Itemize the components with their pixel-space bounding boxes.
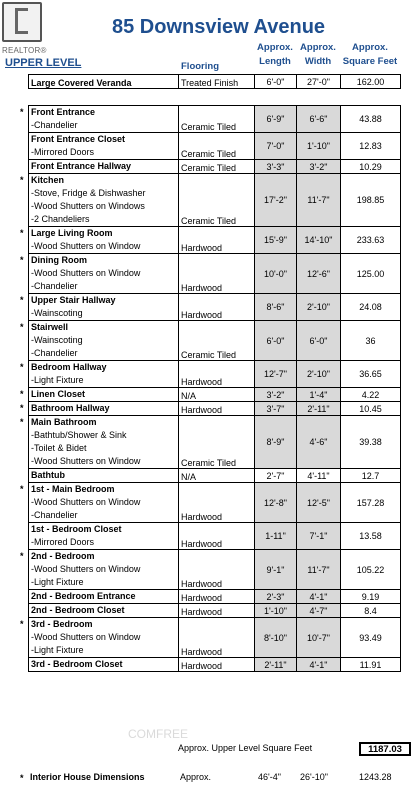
room-sqft: 8.4	[341, 604, 401, 618]
room-name: Large Living Room	[31, 228, 113, 238]
room-feature: -Wainscoting	[31, 335, 83, 345]
room-flooring: Hardwood	[179, 227, 255, 254]
star-marker: *	[20, 295, 24, 305]
star-marker: *	[20, 389, 24, 399]
table-row	[29, 469, 401, 483]
length-header	[254, 41, 296, 69]
room-name: Large Covered Veranda	[29, 75, 179, 89]
table-row	[29, 523, 401, 550]
room-name: 3rd - Bedroom Closet	[31, 659, 123, 669]
room-feature: -Mirrored Doors	[31, 537, 95, 547]
room-width: 2'-11"	[297, 402, 341, 416]
room-name-cell	[29, 658, 179, 672]
room-name-cell	[29, 160, 179, 174]
room-feature: -Toilet & Bidet	[31, 443, 87, 453]
interior-dimensions-row	[28, 771, 414, 785]
total-value: 1187.03	[359, 742, 411, 756]
star-marker: *	[20, 417, 24, 427]
realtor-r-icon	[2, 2, 42, 42]
spacer-row	[29, 89, 401, 98]
interior-sqft: 1243.28	[359, 772, 392, 782]
room-sqft: 10.45	[341, 402, 401, 416]
table-row	[29, 160, 401, 174]
room-name: Bathtub	[31, 470, 65, 480]
interior-width: 26'-10"	[300, 772, 328, 782]
room-width: 27'-0"	[297, 75, 341, 89]
room-width: 7'-1"	[297, 523, 341, 550]
room-flooring: Ceramic Tiled	[179, 321, 255, 361]
interior-length: 46'-4"	[258, 772, 281, 782]
table-row	[29, 227, 401, 254]
room-length: 3'-2"	[255, 388, 297, 402]
room-length: 2'-3"	[255, 590, 297, 604]
room-name-cell	[29, 227, 179, 254]
room-name-cell	[29, 469, 179, 483]
room-name-cell	[29, 174, 179, 227]
room-feature: -Chandelier	[31, 281, 78, 291]
room-feature: -Stove, Fridge & Dishwasher	[31, 188, 146, 198]
star-marker: *	[20, 362, 24, 372]
room-length: 9'-1"	[255, 550, 297, 590]
room-length: 6'-0"	[255, 321, 297, 361]
room-sqft: 36.65	[341, 361, 401, 388]
star-marker: *	[20, 484, 24, 494]
room-length: 8'-6"	[255, 294, 297, 321]
star-marker: *	[20, 228, 24, 238]
room-flooring: Hardwood	[179, 483, 255, 523]
room-feature: -Wainscoting	[31, 308, 83, 318]
room-width: 12'-6"	[297, 254, 341, 294]
room-sqft: 125.00	[341, 254, 401, 294]
room-flooring: Hardwood	[179, 361, 255, 388]
room-feature: -Wood Shutters on Window	[31, 497, 141, 507]
table-row	[29, 483, 401, 523]
room-name-cell	[29, 133, 179, 160]
room-sqft: 4.22	[341, 388, 401, 402]
total-label: Approx. Upper Level Square Feet	[178, 743, 313, 753]
room-flooring: Ceramic Tiled	[179, 160, 255, 174]
room-name-cell	[29, 618, 179, 658]
room-name-cell	[29, 523, 179, 550]
room-name: Dining Room	[31, 255, 87, 265]
width-header-line1: Approx.	[300, 42, 336, 53]
room-length: 7'-0"	[255, 133, 297, 160]
room-width: 4'-1"	[297, 658, 341, 672]
length-header-line1: Approx.	[257, 42, 293, 53]
room-flooring: N/A	[179, 469, 255, 483]
room-length: 3'-7"	[255, 402, 297, 416]
room-sqft: 9.19	[341, 590, 401, 604]
room-width: 2'-10"	[297, 294, 341, 321]
room-feature: -Wood Shutters on Window	[31, 456, 141, 466]
room-feature: -Wood Shutters on Window	[31, 268, 141, 278]
room-length: 2'-11"	[255, 658, 297, 672]
room-flooring: Hardwood	[179, 590, 255, 604]
table-row	[29, 133, 401, 160]
room-flooring: Hardwood	[179, 523, 255, 550]
room-feature: -Wood Shutters on Window	[31, 564, 141, 574]
room-feature: -Bathtub/Shower & Sink	[31, 430, 127, 440]
room-sqft: 162.00	[341, 75, 401, 89]
room-sqft: 11.91	[341, 658, 401, 672]
table-row	[29, 402, 401, 416]
room-width: 4'-11"	[297, 469, 341, 483]
room-feature: -Chandelier	[31, 120, 78, 130]
star-marker: *	[20, 175, 24, 185]
star-marker: *	[20, 773, 24, 783]
room-sqft: 157.28	[341, 483, 401, 523]
room-width: 10'-7"	[297, 618, 341, 658]
spacer-cell	[29, 97, 401, 106]
table-row	[29, 590, 401, 604]
room-length: 1'-10"	[255, 604, 297, 618]
rooms-table	[28, 74, 401, 672]
room-sqft: 233.63	[341, 227, 401, 254]
room-width: 1'-4"	[297, 388, 341, 402]
room-sqft: 12.83	[341, 133, 401, 160]
room-name: Upper Stair Hallway	[31, 295, 116, 305]
room-feature: -Mirrored Doors	[31, 147, 95, 157]
star-marker: *	[20, 403, 24, 413]
room-name: 2nd - Bedroom	[31, 551, 95, 561]
room-feature: -Light Fixture	[31, 375, 84, 385]
table-row	[29, 618, 401, 658]
room-feature: -Chandelier	[31, 510, 78, 520]
room-width: 14'-10"	[297, 227, 341, 254]
room-name: Front Entrance	[31, 107, 96, 117]
sqft-header-line1: Approx.	[352, 42, 388, 53]
table-row	[29, 550, 401, 590]
room-width: 6'-6"	[297, 106, 341, 133]
table-row	[29, 388, 401, 402]
section-title: UPPER LEVEL	[5, 57, 82, 69]
star-marker: *	[20, 255, 24, 265]
room-width: 6'-0"	[297, 321, 341, 361]
room-name: 1st - Main Bedroom	[31, 484, 115, 494]
room-name-cell	[29, 321, 179, 361]
room-length: 1-11"	[255, 523, 297, 550]
room-name: Bedroom Hallway	[31, 362, 107, 372]
room-name: Linen Closet	[31, 389, 86, 399]
room-name-cell	[29, 483, 179, 523]
room-feature: -2 Chandeliers	[31, 214, 90, 224]
room-sqft: 43.88	[341, 106, 401, 133]
room-flooring: Ceramic Tiled	[179, 174, 255, 227]
room-flooring: Hardwood	[179, 550, 255, 590]
room-name: Stairwell	[31, 322, 69, 332]
table-row	[29, 174, 401, 227]
table-row	[29, 106, 401, 133]
room-length: 17'-2"	[255, 174, 297, 227]
sqft-header	[340, 41, 400, 69]
room-name: 2nd - Bedroom Closet	[31, 605, 125, 615]
room-width: 12'-5"	[297, 483, 341, 523]
room-length: 6'-0"	[255, 75, 297, 89]
room-flooring: Hardwood	[179, 294, 255, 321]
table-row	[29, 321, 401, 361]
room-sqft: 13.58	[341, 523, 401, 550]
room-name-cell	[29, 416, 179, 469]
room-width: 2'-10"	[297, 361, 341, 388]
room-sqft: 10.29	[341, 160, 401, 174]
room-name-cell	[29, 590, 179, 604]
interior-label: Interior House Dimensions	[30, 772, 145, 782]
room-width: 4'-1"	[297, 590, 341, 604]
table-row	[29, 294, 401, 321]
table-row	[29, 604, 401, 618]
room-length: 6'-9"	[255, 106, 297, 133]
room-feature: -Wood Shutters on Windows	[31, 201, 145, 211]
room-feature: -Chandelier	[31, 348, 78, 358]
interior-note: Approx.	[180, 772, 212, 782]
table-row	[29, 658, 401, 672]
star-marker: *	[20, 619, 24, 629]
room-name: Bathroom Hallway	[31, 403, 110, 413]
room-name: 3rd - Bedroom	[31, 619, 93, 629]
room-flooring: Ceramic Tiled	[179, 416, 255, 469]
room-name-cell	[29, 604, 179, 618]
table-row	[29, 361, 401, 388]
room-sqft: 12.7	[341, 469, 401, 483]
room-name: Front Entrance Hallway	[31, 161, 132, 171]
room-length: 2'-7"	[255, 469, 297, 483]
room-name-cell	[29, 294, 179, 321]
table-row	[29, 254, 401, 294]
room-width: 3'-2"	[297, 160, 341, 174]
room-sqft: 36	[341, 321, 401, 361]
table-row	[29, 75, 401, 89]
room-sqft: 39.38	[341, 416, 401, 469]
spacer-cell	[29, 89, 401, 98]
room-feature: -Wood Shutters on Window	[31, 632, 141, 642]
room-name-cell	[29, 388, 179, 402]
room-length: 12'-7"	[255, 361, 297, 388]
room-feature: -Light Fixture	[31, 645, 84, 655]
room-length: 8'-9"	[255, 416, 297, 469]
room-sqft: 105.22	[341, 550, 401, 590]
room-width: 11'-7"	[297, 174, 341, 227]
star-marker: *	[20, 551, 24, 561]
room-flooring: Ceramic Tiled	[179, 133, 255, 160]
room-feature: -Wood Shutters on Window	[31, 241, 141, 251]
room-name-cell	[29, 254, 179, 294]
room-name: Main Bathroom	[31, 417, 97, 427]
spacer-row	[29, 97, 401, 106]
width-header-line2: Width	[304, 56, 332, 67]
room-name: Front Entrance Closet	[31, 134, 126, 144]
room-flooring: Ceramic Tiled	[179, 106, 255, 133]
room-flooring: Hardwood	[179, 618, 255, 658]
room-sqft: 93.49	[341, 618, 401, 658]
room-name-cell	[29, 550, 179, 590]
room-sqft: 198.85	[341, 174, 401, 227]
length-header-line2: Length	[259, 56, 291, 67]
sqft-header-line2: Square Feet	[342, 56, 398, 67]
room-flooring: Hardwood	[179, 658, 255, 672]
room-feature: -Light Fixture	[31, 577, 84, 587]
room-length: 12'-8"	[255, 483, 297, 523]
room-name-cell	[29, 402, 179, 416]
room-sqft: 24.08	[341, 294, 401, 321]
room-flooring: N/A	[179, 388, 255, 402]
realtor-logo-text: REALTOR®	[2, 46, 47, 55]
room-name-cell	[29, 361, 179, 388]
room-length: 3'-3"	[255, 160, 297, 174]
room-flooring: Hardwood	[179, 254, 255, 294]
room-flooring: Hardwood	[179, 604, 255, 618]
room-flooring: Hardwood	[179, 402, 255, 416]
width-header	[296, 41, 340, 69]
watermark: COMFREE	[128, 727, 188, 741]
page-title: 85 Downsview Avenue	[112, 16, 326, 38]
room-name: Kitchen	[31, 175, 65, 185]
room-length: 8'-10"	[255, 618, 297, 658]
upper-level-total	[178, 742, 414, 756]
room-width: 4'-6"	[297, 416, 341, 469]
room-name: 1st - Bedroom Closet	[31, 524, 122, 534]
room-length: 15'-9"	[255, 227, 297, 254]
room-name-cell	[29, 106, 179, 133]
room-width: 4'-7"	[297, 604, 341, 618]
flooring-header: Flooring	[181, 61, 219, 72]
realtor-logo	[2, 2, 46, 56]
table-row	[29, 416, 401, 469]
room-length: 10'-0"	[255, 254, 297, 294]
room-name: 2nd - Bedroom Entrance	[31, 591, 136, 601]
room-width: 1'-10"	[297, 133, 341, 160]
room-flooring: Treated Finish	[179, 75, 255, 89]
star-marker: *	[20, 107, 24, 117]
room-width: 11'-7"	[297, 550, 341, 590]
star-marker: *	[20, 322, 24, 332]
